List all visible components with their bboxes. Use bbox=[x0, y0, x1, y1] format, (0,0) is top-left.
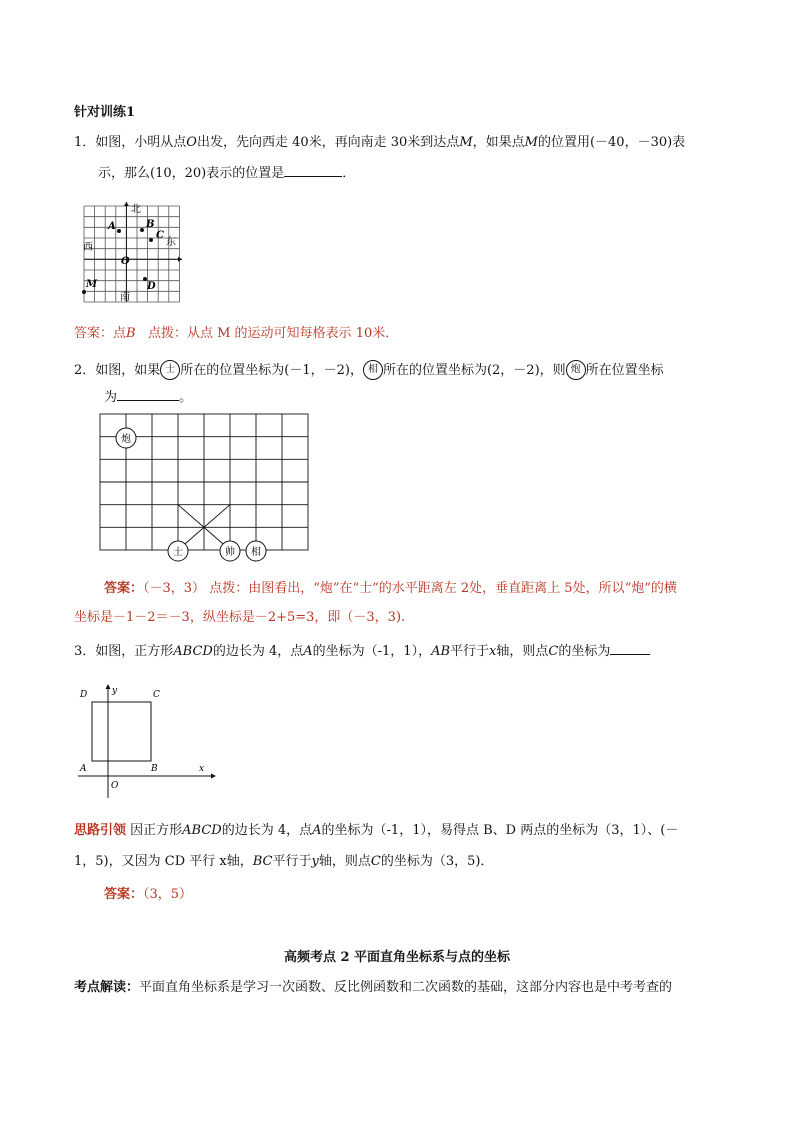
q2-answer-label: 答案： bbox=[104, 581, 144, 596]
q1-point-a bbox=[117, 229, 121, 233]
q1-answer-label: 答案：点 bbox=[74, 326, 127, 341]
q3-label-a: A bbox=[80, 764, 87, 774]
q2-answer-blank[interactable] bbox=[117, 388, 179, 401]
q2-text: 所在的位置坐标为(－1，－2)， bbox=[180, 363, 363, 378]
q1-label-b: B bbox=[146, 219, 155, 230]
q3-hint-text: 的坐标为（-1，1），易得点 B、D 两点的坐标为（3，1）、(－ bbox=[321, 823, 679, 838]
q1-var-m: M bbox=[524, 135, 538, 150]
q1-label-o: O bbox=[121, 256, 130, 267]
q1-var-o: O bbox=[186, 135, 197, 150]
q3-hint-label: 思路引领 bbox=[74, 823, 127, 838]
section2-title: 高频考点 2 平面直角坐标系与点的坐标 bbox=[283, 950, 511, 965]
q3-hint-text: 1，5)，又因为 CD 平行 x轴， bbox=[74, 854, 253, 869]
q3-square bbox=[92, 702, 151, 761]
q2-piece-xiang-label: 相 bbox=[251, 547, 261, 558]
q1-label-a: A bbox=[108, 221, 116, 232]
q3-label-y: y bbox=[112, 686, 118, 696]
piece-xiang-icon: 相 bbox=[363, 360, 383, 380]
q3-text: 轴，则点 bbox=[496, 644, 549, 659]
q1-answer-value: B bbox=[126, 326, 136, 341]
q2-answer-text: （－3，3） 点拨：由图看出，“炮”在“士”的水平距离左 2处，垂直距离上 5处，所以“炮”的横 bbox=[143, 581, 677, 596]
piece-shi-icon: 士 bbox=[160, 360, 180, 380]
section2-label: 考点解读： bbox=[74, 980, 140, 995]
q3-var: AB bbox=[431, 644, 451, 659]
q1-text: ． bbox=[342, 166, 356, 181]
q3-hint-line1 bbox=[74, 822, 678, 840]
q1-label-m: M bbox=[86, 279, 98, 290]
q2-text: 2．如图，如果 bbox=[74, 363, 161, 378]
q3-line1 bbox=[74, 642, 650, 661]
q3-hint-line2 bbox=[74, 853, 493, 871]
section2-text: 平面直角坐标系是学习一次函数、反比例函数和二次函数的基础，这部分内容也是中考考查的 bbox=[139, 980, 673, 995]
q3-var: BC bbox=[252, 854, 273, 869]
q2-line1 bbox=[74, 360, 664, 380]
q1-answer-blank[interactable] bbox=[284, 164, 342, 177]
q3-var: ABCD bbox=[182, 823, 222, 838]
q3-label-x: x bbox=[199, 764, 205, 774]
q1-answer bbox=[74, 325, 398, 343]
q2-piece-pao bbox=[116, 428, 136, 448]
section2-intro bbox=[74, 979, 672, 997]
q1-label-east: 东 bbox=[166, 237, 176, 248]
q1-label-north: 北 bbox=[131, 204, 141, 215]
q1-label-west: 西 bbox=[83, 242, 93, 253]
q2-line2 bbox=[104, 388, 192, 407]
q3-text: 的边长为 4，点 bbox=[212, 644, 304, 659]
q1-var-m: M bbox=[459, 135, 473, 150]
q2-figure-board bbox=[96, 410, 314, 570]
q3-var: A bbox=[303, 644, 313, 659]
q1-figure-grid bbox=[76, 200, 186, 306]
q3-hint-text: 因正方形 bbox=[130, 823, 183, 838]
q3-var: x bbox=[489, 644, 497, 659]
q3-x-arrow-icon bbox=[211, 774, 216, 779]
q1-text: 出发，先向西走 40米，再向南走 30米到达点 bbox=[196, 135, 460, 150]
q3-label-b: B bbox=[151, 764, 158, 774]
q3-y-arrow-icon bbox=[106, 684, 111, 689]
q3-text: 的坐标为（-1，1）， bbox=[312, 644, 432, 659]
q1-label-c: C bbox=[156, 230, 164, 241]
q1-label-d: D bbox=[147, 281, 156, 292]
q3-var: C bbox=[370, 854, 381, 869]
q1-point-c bbox=[149, 238, 153, 242]
q3-hint-text: 的坐标为（3，5)． bbox=[380, 854, 494, 869]
q3-label-o: O bbox=[111, 781, 119, 791]
q2-answer-line1 bbox=[104, 580, 677, 598]
q1-hint: 点拨：从点 M 的运动可知每格表示 10米． bbox=[147, 326, 399, 341]
q3-text: 3．如图，正方形 bbox=[74, 644, 174, 659]
q2-text: 所在位置坐标 bbox=[585, 363, 664, 378]
q3-var: y bbox=[311, 854, 319, 869]
q2-piece-shuai-label: 帅 bbox=[225, 547, 235, 558]
q1-point-b bbox=[140, 228, 144, 232]
q2-piece-xiang bbox=[246, 541, 266, 561]
q2-answer-line2: 坐标是－1－2＝－3，纵坐标是－2+5=3，即（－3，3). bbox=[74, 610, 406, 625]
q1-north-arrow-icon bbox=[124, 202, 129, 206]
q3-hint-text: 平行于 bbox=[272, 854, 312, 869]
q2-piece-shuai bbox=[220, 541, 240, 561]
q3-text: 平行于 bbox=[450, 644, 490, 659]
q1-line1 bbox=[74, 134, 685, 152]
q1-text: 的位置用(－40，－30)表 bbox=[537, 135, 686, 150]
q3-var: ABCD bbox=[173, 644, 213, 659]
piece-pao-icon: 炮 bbox=[566, 360, 586, 380]
q3-label-d: D bbox=[80, 690, 88, 700]
q3-answer-label: 答案： bbox=[104, 887, 144, 902]
q3-hint-text: 的边长为 4，点 bbox=[221, 823, 313, 838]
q3-hint-text: 轴，则点 bbox=[318, 854, 371, 869]
q1-text: 示，那么(10，20)表示的位置是 bbox=[98, 166, 285, 181]
q2-text: 所在的位置坐标为(2，－2)，则 bbox=[382, 363, 566, 378]
q3-label-c: C bbox=[153, 690, 160, 700]
q3-answer-blank[interactable] bbox=[610, 642, 650, 655]
section-title: 针对训练1 bbox=[74, 105, 136, 120]
q1-label-south: 南 bbox=[120, 292, 130, 303]
q2-piece-shi bbox=[168, 541, 188, 561]
q1-grid-lines bbox=[84, 206, 179, 302]
q3-figure-axes bbox=[74, 680, 224, 800]
q3-var: A bbox=[312, 823, 322, 838]
q1-text: ，如果点 bbox=[472, 135, 525, 150]
q3-answer-value: （3，5） bbox=[143, 887, 193, 902]
q2-piece-pao-label: 炮 bbox=[121, 434, 131, 445]
q2-text: 。 bbox=[179, 390, 193, 405]
q1-east-arrow-icon bbox=[178, 257, 182, 262]
q1-point-m bbox=[82, 290, 86, 294]
q1-text: 1．如图，小明从点 bbox=[74, 135, 187, 150]
q1-line2 bbox=[98, 164, 355, 183]
q2-piece-shi-label: 士 bbox=[173, 547, 183, 558]
q3-var: C bbox=[548, 644, 559, 659]
q2-text: 为 bbox=[104, 390, 118, 405]
q3-text: 的坐标为 bbox=[558, 644, 611, 659]
q3-answer bbox=[104, 886, 192, 904]
